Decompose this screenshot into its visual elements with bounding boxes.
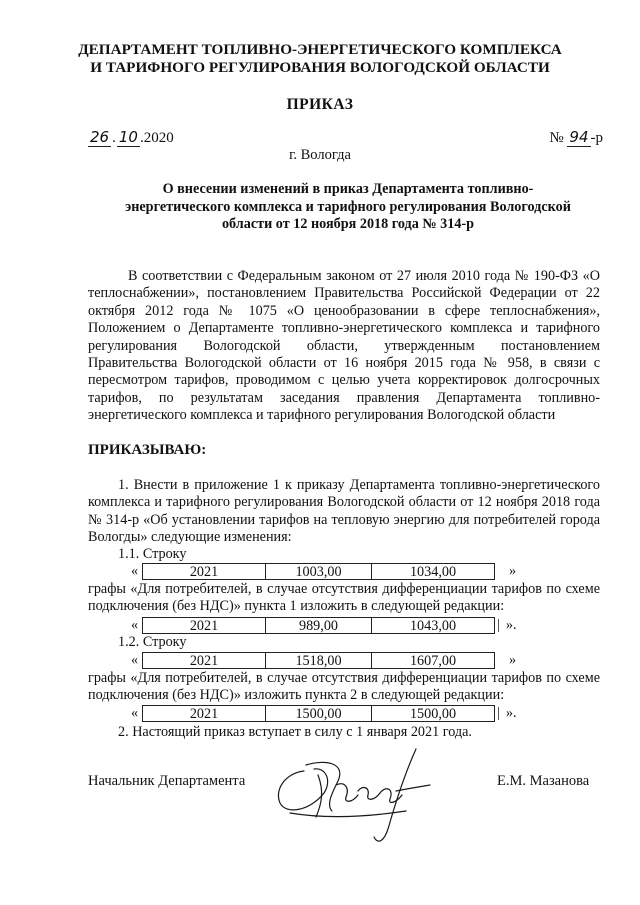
close-quote: ». — [505, 617, 517, 633]
number-value: 94 — [569, 128, 589, 146]
sub-item-1-1-label: 1.1. Строку — [118, 546, 187, 562]
open-quote: « — [131, 652, 139, 668]
row-year-cell: 2021 — [142, 705, 266, 722]
bar: | — [497, 617, 500, 633]
subject-line-3: области от 12 ноября 2018 года № 314-р — [221, 216, 475, 232]
department-header — [60, 41, 580, 77]
row-value-1-cell: 1500,00 — [265, 705, 372, 722]
signatory-name: Е.М. Мазанова — [497, 773, 590, 789]
city: г. Вологда — [289, 147, 351, 163]
date-month: 10 — [118, 128, 138, 146]
sub-item-1-2-label: 1.2. Строку — [118, 634, 187, 650]
date-day: 26 — [90, 128, 110, 146]
command-word: ПРИКАЗЫВАЮ: — [88, 442, 207, 458]
row-year-cell: 2021 — [142, 563, 266, 580]
row-year-cell: 2021 — [142, 652, 266, 669]
row-value-1-cell: 989,00 — [265, 617, 372, 634]
open-quote: « — [131, 563, 139, 579]
number-prefix: № — [549, 130, 564, 146]
subject — [88, 181, 608, 234]
department-line-1: ДЕПАРТАМЕНТ ТОПЛИВНО-ЭНЕРГЕТИЧЕСКОГО КОМПЛЕКСА — [78, 41, 562, 58]
sub2-new-row — [131, 705, 516, 722]
row-value-2-cell: 1043,00 — [371, 617, 495, 634]
sub1-new-row — [131, 617, 516, 634]
department-line-2: И ТАРИФНОГО РЕГУЛИРОВАНИЯ ВОЛОГОДСКОЙ ОБЛАСТИ — [90, 59, 550, 76]
item-2-paragraph: 2. Настоящий приказ вступает в силу с 1 января 2021 года. — [118, 724, 472, 740]
sub1-old-row — [131, 563, 516, 580]
item-1-paragraph: 1. Внести в приложение 1 к приказу Департамента топливно-энергетического комплекса и тарифного регулирования Вологодской области от 12 ноября 2018 года № 314-р «Об установлении тарифов на тепловую энергию для потребителей города Вологды» следующие изменения: — [88, 477, 600, 546]
number-suffix: -р — [590, 130, 603, 146]
handwritten-signature — [266, 741, 446, 851]
row-value-1-cell: 1518,00 — [265, 652, 372, 669]
row-value-1-cell: 1003,00 — [265, 563, 372, 580]
close-quote: » — [509, 563, 517, 579]
sub2-old-row — [131, 652, 516, 669]
order-date: 26 . 10 .2020 — [90, 128, 174, 146]
sub1-graph-text: графы «Для потребителей, в случае отсутствия дифференциации тарифов по схеме подключения (без НДС)» пункта 1 изложить в следующей редакции: — [88, 581, 600, 615]
order-number — [549, 128, 603, 147]
row-year-cell: 2021 — [142, 617, 266, 634]
close-quote: » — [509, 652, 517, 668]
subject-line-2: энергетического комплекса и тарифного регулирования Вологодской — [125, 198, 571, 215]
bar: | — [497, 705, 500, 721]
row-value-2-cell: 1034,00 — [371, 563, 495, 580]
open-quote: « — [131, 617, 139, 633]
preamble-paragraph: В соответствии с Федеральным законом от 27 июля 2010 года № 190-ФЗ «О теплоснабжении», постановлением Правительства Российской Федерации от 22 октября 2012 года № 1075 «О ценообразовании в сфере теплоснабжения», Положением о Департаменте топливно-энергетического комплекса и тарифного регулирования Вологодской области, утвержденным постановлением Правительства Вологодской области от 16 ноября 2015 года № 958, в связи с пересмотром тарифов, проводимом с целью учета корректировок долгосрочных тарифов, по результатам заседания правления Департамента топливно-энергетического комплекса и тарифного регулирования Вологодской области — [88, 268, 600, 424]
date-year: .2020 — [139, 130, 174, 146]
signatory-title: Начальник Департамента — [88, 773, 246, 789]
row-value-2-cell: 1607,00 — [371, 652, 495, 669]
sub2-graph-text: графы «Для потребителей, в случае отсутствия дифференциации тарифов по схеме подключения (без НДС)» изложить пункта 2 в следующей редакции: — [88, 670, 600, 704]
document-type: ПРИКАЗ — [286, 96, 354, 113]
row-value-2-cell: 1500,00 — [371, 705, 495, 722]
subject-line-1: О внесении изменений в приказ Департамента топливно- — [162, 181, 534, 197]
close-quote: ». — [505, 705, 517, 721]
open-quote: « — [131, 705, 139, 721]
